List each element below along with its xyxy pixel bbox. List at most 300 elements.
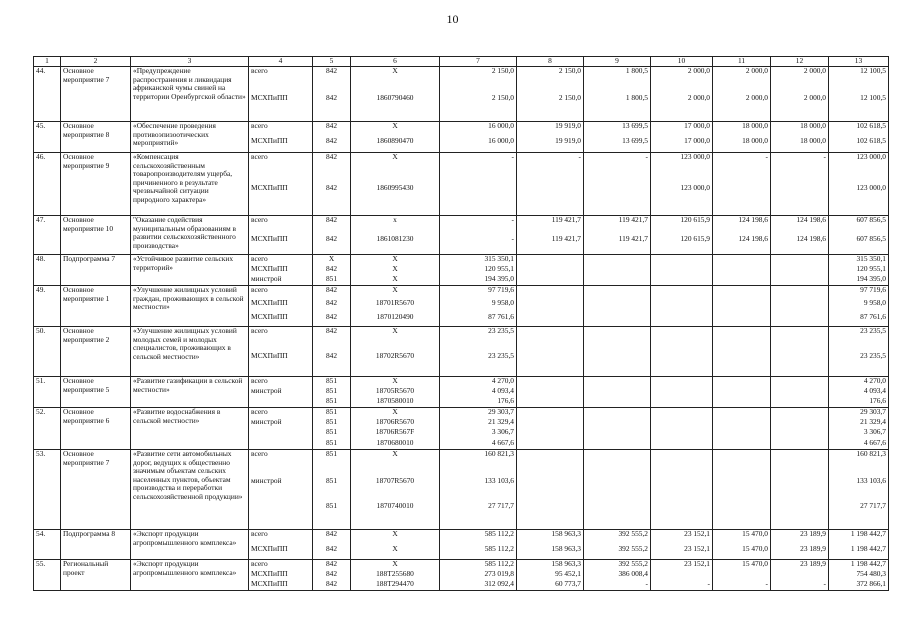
table-cell: 29 303,7 [829, 408, 889, 419]
table-cell [771, 299, 829, 312]
table-cell [771, 387, 829, 397]
row-title: «Компенсация сельскохозяйственным товаропроизводителям ущерба, причиненного в результате чрезвычайной ситуации природного характера» [131, 153, 249, 216]
table-cell [249, 502, 313, 529]
table-cell: 27 717,7 [829, 502, 889, 529]
row-name: Основное мероприятие 2 [61, 327, 131, 377]
table-cell: 4 270,0 [829, 377, 889, 388]
table-cell: 123 000,0 [651, 153, 713, 185]
table-cell [713, 286, 771, 300]
row-number: 55. [34, 560, 61, 591]
col-num: 8 [517, 57, 584, 67]
table-cell [771, 477, 829, 503]
table-cell [584, 265, 651, 275]
row-name: Подпрограмма 8 [61, 530, 131, 560]
table-cell: МСХПиПП [249, 184, 313, 216]
table-cell [517, 327, 584, 352]
table-cell [713, 313, 771, 327]
table-cell: 160 821,3 [440, 450, 517, 477]
table-cell: 607 856,5 [829, 216, 889, 236]
row-title: «Устойчивое развитие сельских территорий» [131, 255, 249, 286]
table-cell: 842 [313, 545, 351, 560]
table-cell: 16 000,0 [440, 122, 517, 138]
table-cell [651, 286, 713, 300]
table-cell [584, 450, 651, 477]
table-cell: 160 821,3 [829, 450, 889, 477]
table-cell: 176,6 [829, 397, 889, 408]
table-cell: 18706R5670 [351, 418, 440, 428]
table-cell [651, 450, 713, 477]
table-cell: 851 [313, 387, 351, 397]
table-cell: 392 555,2 [584, 545, 651, 560]
table-cell: - [713, 153, 771, 185]
row-name: Основное мероприятие 9 [61, 153, 131, 216]
table-cell [651, 387, 713, 397]
table-cell: 3 306,7 [829, 428, 889, 438]
table-row [34, 216, 889, 236]
table-cell: 23 152,1 [651, 560, 713, 571]
table-cell: 1 800,5 [584, 67, 651, 95]
table-row [34, 377, 889, 388]
column-number-row [34, 57, 889, 67]
table-cell [517, 408, 584, 419]
table-cell: 1870580010 [351, 397, 440, 408]
table-cell: 842 [313, 299, 351, 312]
table-cell: 12 100,5 [829, 67, 889, 95]
table-cell: 18702R5670 [351, 352, 440, 377]
row-name: Региональный проект [61, 560, 131, 591]
col-num: 1 [34, 57, 61, 67]
table-cell [651, 428, 713, 438]
table-cell [517, 397, 584, 408]
table-cell: 12 100,5 [829, 94, 889, 122]
table-cell: 4 270,0 [440, 377, 517, 388]
table-cell: 2 000,0 [651, 94, 713, 122]
table-cell: 188T294470 [351, 580, 440, 591]
col-num: 11 [713, 57, 771, 67]
row-number: 50. [34, 327, 61, 377]
table-cell: 18 000,0 [713, 122, 771, 138]
table-cell: 18706R567F [351, 428, 440, 438]
table-cell: 842 [313, 235, 351, 255]
table-cell [651, 408, 713, 419]
table-cell [771, 570, 829, 580]
table-cell: 842 [313, 530, 351, 545]
table-cell [651, 255, 713, 266]
table-cell: 27 717,7 [440, 502, 517, 529]
table-cell: 124 198,6 [771, 216, 829, 236]
table-cell [713, 299, 771, 312]
table-cell: 102 618,5 [829, 137, 889, 153]
col-num: 6 [351, 57, 440, 67]
row-title: «Улучшение жилищных условий молодых семей и молодых специалистов, проживающих в сельской местности» [131, 327, 249, 377]
table-cell: 4 667,6 [440, 439, 517, 450]
table-cell: 9 958,0 [829, 299, 889, 312]
table-cell [771, 377, 829, 388]
table-cell: - [771, 153, 829, 185]
table-cell: - [713, 580, 771, 591]
table-cell: 2 000,0 [713, 67, 771, 95]
table-cell: 1 198 442,7 [829, 560, 889, 571]
row-title: «Развитие сети автомобильных дорог, ведущих к общественно значимым объектам сельских населенных пунктов, объектам производства и переработки сельскохозяйственной продукции» [131, 450, 249, 530]
row-number: 47. [34, 216, 61, 255]
table-cell: 15 470,0 [713, 560, 771, 571]
table-row [34, 67, 889, 95]
table-cell: 851 [313, 439, 351, 450]
table-cell: 119 421,7 [517, 216, 584, 236]
table-cell: 2 000,0 [651, 67, 713, 95]
table-cell: 18 000,0 [771, 122, 829, 138]
table-cell [584, 184, 651, 216]
table-cell [249, 428, 313, 438]
table-cell: 1870120490 [351, 313, 440, 327]
table-cell: Х [351, 560, 440, 571]
table-cell: 158 963,3 [517, 530, 584, 545]
table-cell: всего [249, 450, 313, 477]
table-cell: всего [249, 67, 313, 95]
table-cell: 372 866,1 [829, 580, 889, 591]
table-cell: 120 615,9 [651, 235, 713, 255]
table-cell: 23 189,9 [771, 530, 829, 545]
table-cell: - [584, 580, 651, 591]
table-cell [517, 377, 584, 388]
table-cell: 87 761,6 [829, 313, 889, 327]
table-cell [517, 418, 584, 428]
table-cell: всего [249, 530, 313, 545]
table-cell: 123 000,0 [829, 153, 889, 185]
table-cell: 17 000,0 [651, 137, 713, 153]
table-cell: 851 [313, 377, 351, 388]
table-cell [517, 502, 584, 529]
table-cell: 1861081230 [351, 235, 440, 255]
table-cell [651, 327, 713, 352]
table-cell [517, 352, 584, 377]
table-cell [249, 397, 313, 408]
table-cell [651, 265, 713, 275]
table-cell [584, 327, 651, 352]
table-cell: 1860890470 [351, 137, 440, 153]
table-cell: 315 350,1 [829, 255, 889, 266]
table-cell [771, 265, 829, 275]
table-cell: 19 919,0 [517, 137, 584, 153]
table-cell: минстрой [249, 275, 313, 286]
table-cell [517, 286, 584, 300]
table-cell [713, 255, 771, 266]
table-cell [651, 377, 713, 388]
table-cell: 2 150,0 [440, 67, 517, 95]
row-name: Основное мероприятие 8 [61, 122, 131, 153]
table-cell [517, 313, 584, 327]
table-cell [651, 570, 713, 580]
table-cell: 851 [313, 477, 351, 503]
table-cell: Х [351, 450, 440, 477]
table-cell: Х [351, 327, 440, 352]
row-number: 46. [34, 153, 61, 216]
table-cell: 176,6 [440, 397, 517, 408]
table-cell: 842 [313, 153, 351, 185]
row-name: Основное мероприятие 7 [61, 67, 131, 122]
table-cell [713, 439, 771, 450]
table-cell [517, 450, 584, 477]
row-title: «Развитие водоснабжения в сельской местности» [131, 408, 249, 450]
table-cell: всего [249, 153, 313, 185]
table-cell [771, 450, 829, 477]
table-cell: 607 856,5 [829, 235, 889, 255]
table-cell: 124 198,6 [713, 235, 771, 255]
table-cell [713, 352, 771, 377]
table-cell: МСХПиПП [249, 580, 313, 591]
col-num: 10 [651, 57, 713, 67]
table-cell: 97 719,6 [440, 286, 517, 300]
table-cell [584, 255, 651, 266]
table-cell [771, 275, 829, 286]
table-cell [651, 477, 713, 503]
table-cell: 585 112,2 [440, 530, 517, 545]
table-cell: 842 [313, 327, 351, 352]
table-cell: Х [351, 377, 440, 388]
table-cell: МСХПиПП [249, 570, 313, 580]
table-cell [651, 439, 713, 450]
table-cell: 2 000,0 [771, 67, 829, 95]
table-cell: 842 [313, 313, 351, 327]
row-title: «Обеспечение проведения противоэпизоотических мероприятий» [131, 122, 249, 153]
table-cell: 842 [313, 570, 351, 580]
table-row [34, 327, 889, 352]
table-row [34, 530, 889, 545]
table-cell: минстрой [249, 477, 313, 503]
table-cell: 21 329,4 [829, 418, 889, 428]
table-cell: 4 093,4 [440, 387, 517, 397]
row-title: «Экспорт продукции агропромышленного комплекса» [131, 530, 249, 560]
table-cell [713, 570, 771, 580]
table-cell [584, 352, 651, 377]
table-cell: 2 150,0 [517, 94, 584, 122]
table-cell: - [771, 580, 829, 591]
table-cell: 2 150,0 [517, 67, 584, 95]
table-cell [517, 299, 584, 312]
row-name: Основное мероприятие 5 [61, 377, 131, 408]
table-cell: 842 [313, 560, 351, 571]
table-cell [584, 299, 651, 312]
table-cell [651, 397, 713, 408]
table-cell [584, 387, 651, 397]
table-cell: 15 470,0 [713, 545, 771, 560]
table-cell: 97 719,6 [829, 286, 889, 300]
table-cell: 124 198,6 [713, 216, 771, 236]
table-cell: 842 [313, 352, 351, 377]
table-cell: 133 103,6 [440, 477, 517, 503]
table-cell: всего [249, 377, 313, 388]
table-cell [584, 275, 651, 286]
row-number: 44. [34, 67, 61, 122]
table-cell: 123 000,0 [651, 184, 713, 216]
table-cell [517, 428, 584, 438]
table-cell: - [517, 153, 584, 185]
table-cell: - [651, 580, 713, 591]
table-cell: 273 019,8 [440, 570, 517, 580]
table-cell: Х [351, 153, 440, 185]
row-number: 51. [34, 377, 61, 408]
table-cell: Х [313, 255, 351, 266]
table-row [34, 122, 889, 138]
table-cell [771, 313, 829, 327]
table-cell [771, 286, 829, 300]
table-cell [771, 502, 829, 529]
row-name: Подпрограмма 7 [61, 255, 131, 286]
table-cell: 158 963,3 [517, 560, 584, 571]
table-cell [713, 265, 771, 275]
table-cell [771, 418, 829, 428]
table-cell: всего [249, 122, 313, 138]
table-cell: 392 555,2 [584, 560, 651, 571]
table-cell [584, 286, 651, 300]
row-title: «Предупреждение распространения и ликвидация африканской чумы свиней на территории Оренбургской области» [131, 67, 249, 122]
table-cell: 17 000,0 [651, 122, 713, 138]
table-cell [771, 397, 829, 408]
table-cell: 23 235,5 [440, 327, 517, 352]
row-name: Основное мероприятие 1 [61, 286, 131, 327]
table-cell: 842 [313, 580, 351, 591]
table-cell: 585 112,2 [440, 560, 517, 571]
table-cell [771, 428, 829, 438]
table-cell: МСХПиПП [249, 265, 313, 275]
row-name: Основное мероприятие 6 [61, 408, 131, 450]
table-cell: минстрой [249, 418, 313, 428]
table-cell [517, 439, 584, 450]
table-cell: 3 306,7 [440, 428, 517, 438]
table-cell: всего [249, 255, 313, 266]
table-cell: 119 421,7 [584, 216, 651, 236]
table-cell: 585 112,2 [440, 545, 517, 560]
table-cell: 842 [313, 122, 351, 138]
table-cell [651, 352, 713, 377]
table-cell: 188T255680 [351, 570, 440, 580]
row-title: «Улучшение жилищных условий граждан, проживающих в сельской местности» [131, 286, 249, 327]
table-row [34, 286, 889, 300]
table-cell [713, 502, 771, 529]
table-cell: 9 958,0 [440, 299, 517, 312]
table-cell [584, 439, 651, 450]
row-title: «Экспорт продукции агропромышленного комплекса» [131, 560, 249, 591]
table-cell: 95 452,1 [517, 570, 584, 580]
table-cell: 754 480,3 [829, 570, 889, 580]
table-cell [651, 275, 713, 286]
table-cell: Х [351, 408, 440, 419]
table-cell: МСХПиПП [249, 545, 313, 560]
table-cell: 1870740010 [351, 502, 440, 529]
table-cell [584, 477, 651, 503]
table-cell: 23 235,5 [829, 327, 889, 352]
table-cell: 842 [313, 137, 351, 153]
table-cell: 23 235,5 [440, 352, 517, 377]
table-cell: - [584, 153, 651, 185]
row-number: 45. [34, 122, 61, 153]
table-cell: - [440, 216, 517, 236]
row-number: 48. [34, 255, 61, 286]
table-cell: Х [351, 275, 440, 286]
table-cell [584, 418, 651, 428]
table-cell: 842 [313, 286, 351, 300]
table-cell: 18701R5670 [351, 299, 440, 312]
col-num: 3 [131, 57, 249, 67]
table-cell: 851 [313, 418, 351, 428]
table-cell: - [440, 153, 517, 185]
table-cell [713, 450, 771, 477]
table-cell: 1870680010 [351, 439, 440, 450]
table-cell [584, 397, 651, 408]
table-cell: 120 955,1 [440, 265, 517, 275]
table-cell: 18707R5670 [351, 477, 440, 503]
table-cell: МСХПиПП [249, 137, 313, 153]
table-cell [713, 428, 771, 438]
table-cell [713, 327, 771, 352]
table-cell [584, 502, 651, 529]
table-row [34, 153, 889, 185]
table-cell: 842 [313, 94, 351, 122]
table-cell [517, 477, 584, 503]
table-row [34, 408, 889, 419]
col-num: 2 [61, 57, 131, 67]
table-cell: 23 189,9 [771, 560, 829, 571]
table-cell: 1 800,5 [584, 94, 651, 122]
table-cell: МСХПиПП [249, 313, 313, 327]
table-cell [651, 502, 713, 529]
table-cell [517, 275, 584, 286]
table-cell: - [440, 235, 517, 255]
table-cell: 123 000,0 [829, 184, 889, 216]
row-name: Основное мероприятие 10 [61, 216, 131, 255]
row-title: "Оказание содействия муниципальным образованиям в развитии сельскохозяйственного производства» [131, 216, 249, 255]
table-cell: 23 235,5 [829, 352, 889, 377]
table-cell: 133 103,6 [829, 477, 889, 503]
table-cell: МСХПиПП [249, 352, 313, 377]
table-cell: 851 [313, 397, 351, 408]
table-cell: 194 395,0 [440, 275, 517, 286]
table-cell: 19 919,0 [517, 122, 584, 138]
col-num: 4 [249, 57, 313, 67]
table-cell: 1860790460 [351, 94, 440, 122]
row-number: 53. [34, 450, 61, 530]
table-cell: всего [249, 560, 313, 571]
col-num: 7 [440, 57, 517, 67]
table-cell: Х [351, 265, 440, 275]
table-cell: 119 421,7 [517, 235, 584, 255]
table-cell: МСХПиПП [249, 299, 313, 312]
table-cell [440, 184, 517, 216]
col-num: 12 [771, 57, 829, 67]
table-cell [517, 387, 584, 397]
table-cell: 386 008,4 [584, 570, 651, 580]
table-cell [771, 255, 829, 266]
col-num: 9 [584, 57, 651, 67]
table-cell [713, 387, 771, 397]
table-cell: всего [249, 216, 313, 236]
table-cell: Х [351, 67, 440, 95]
table-cell [517, 184, 584, 216]
table-cell [771, 352, 829, 377]
table-cell: 158 963,3 [517, 545, 584, 560]
row-name: Основное мероприятие 7 [61, 450, 131, 530]
table-cell: 18 000,0 [771, 137, 829, 153]
table-cell [713, 397, 771, 408]
table-cell [713, 408, 771, 419]
table-cell [249, 439, 313, 450]
table-cell: 842 [313, 216, 351, 236]
table-cell: всего [249, 408, 313, 419]
table-cell: 18 000,0 [713, 137, 771, 153]
table-cell: 315 350,1 [440, 255, 517, 266]
table-cell [651, 299, 713, 312]
table-cell: МСХПиПП [249, 94, 313, 122]
